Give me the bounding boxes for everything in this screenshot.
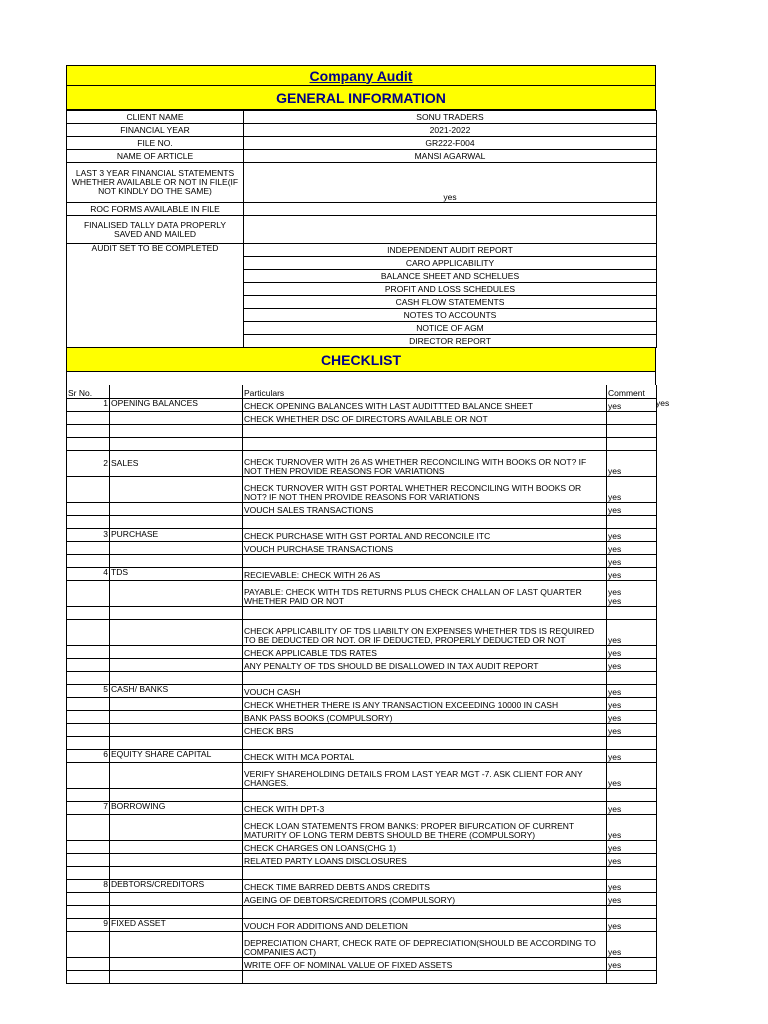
area-cell [110, 788, 243, 801]
sr-no-cell [67, 853, 110, 866]
sr-no-cell [67, 619, 110, 645]
checklist-heading: CHECKLIST [320, 351, 402, 368]
particular-cell: DEPRECIATION CHART, CHECK RATE OF DEPRECIATION(SHOULD BE ACCORDING TO COMPANIES ACT) [243, 931, 607, 957]
particular-cell: VOUCH PURCHASE TRANSACTIONS [243, 541, 607, 554]
sr-no-cell: 7 [67, 801, 110, 814]
area-cell [110, 957, 243, 970]
audit-item[interactable]: INDEPENDENT AUDIT REPORT [244, 244, 657, 257]
comment-cell[interactable] [607, 424, 657, 437]
article-label: NAME OF ARTICLE [67, 150, 244, 163]
particular-cell [243, 515, 607, 528]
blank-cell [67, 296, 244, 309]
sr-no-cell [67, 970, 110, 983]
particular-cell: CHECK WHETHER THERE IS ANY TRANSACTION EXCEEDING 10000 IN CASH [243, 697, 607, 710]
particular-cell: CHECK TIME BARRED DEBTS ANDS CREDITS [243, 879, 607, 892]
comment-cell[interactable]: yes [607, 697, 657, 710]
checklist-row [67, 853, 657, 866]
checklist-row [67, 892, 657, 905]
particular-cell [243, 736, 607, 749]
roc-row [67, 203, 657, 216]
particular-cell: RELATED PARTY LOANS DISCLOSURES [243, 853, 607, 866]
checklist-row [67, 606, 657, 619]
checklist-header-row [67, 385, 657, 398]
comment-cell[interactable]: yes [607, 528, 657, 541]
comment-cell[interactable] [607, 671, 657, 684]
particular-cell: VOUCH FOR ADDITIONS AND DELETION [243, 918, 607, 931]
blank-cell [67, 270, 244, 283]
comment-cell[interactable]: yes [607, 645, 657, 658]
comment-cell[interactable]: yes [607, 684, 657, 697]
checklist-row [67, 541, 657, 554]
sr-no-cell [67, 905, 110, 918]
spacer-row [66, 372, 656, 385]
blank-cell [67, 309, 244, 322]
general-info-band [66, 86, 656, 110]
area-cell [110, 931, 243, 957]
file-no-row [67, 137, 657, 150]
particular-cell: CHECK APPLICABLE TDS RATES [243, 645, 607, 658]
comment-cell[interactable]: yes [607, 476, 657, 502]
particular-cell [243, 437, 607, 450]
checklist-row [67, 879, 657, 892]
area-cell [110, 671, 243, 684]
sr-no-cell [67, 424, 110, 437]
general-info-table [66, 110, 657, 348]
particular-cell: VOUCH SALES TRANSACTIONS [243, 502, 607, 515]
particular-cell [243, 424, 607, 437]
area-cell [110, 541, 243, 554]
sr-no-cell: 9 [67, 918, 110, 931]
particular-cell [243, 671, 607, 684]
particular-cell: CHECK BRS [243, 723, 607, 736]
comment-cell[interactable] [607, 866, 657, 879]
area-cell [110, 476, 243, 502]
area-cell: BORROWING [110, 801, 243, 814]
sr-no-cell [67, 411, 110, 424]
sr-no-cell [67, 892, 110, 905]
audit-set-row [67, 244, 657, 257]
area-cell: TDS [110, 567, 243, 580]
sr-no-cell [67, 502, 110, 515]
comment-cell[interactable]: yes [607, 814, 657, 840]
checklist-row [67, 723, 657, 736]
last3-row [67, 163, 657, 203]
blank-cell [67, 322, 244, 335]
area-cell [110, 554, 243, 567]
particular-cell: BANK PASS BOOKS (COMPULSORY) [243, 710, 607, 723]
area-cell [110, 892, 243, 905]
area-cell [110, 710, 243, 723]
sr-no-cell [67, 840, 110, 853]
particular-cell: CHECK TURNOVER WITH GST PORTAL WHETHER RECONCILING WITH BOOKS OR NOT? IF NOT THEN PROVIDE REASONS FOR VARIATIONS [243, 476, 607, 502]
file-no-value[interactable]: GR222-F004 [244, 137, 657, 150]
particular-cell: CHECK APPLICABILITY OF TDS LIABILTY ON EXPENSES WHETHER TDS IS REQUIRED TO BE DEDUCTED OR NOT. OR IF DEDUCTED, PROPERLY DEDUCTED OR NOT [243, 619, 607, 645]
page-title: Company Audit [309, 67, 413, 84]
client-name-row [67, 111, 657, 124]
sr-no-cell [67, 606, 110, 619]
particular-cell: AGEING OF DEBTORS/CREDITORS (COMPULSORY) [243, 892, 607, 905]
blank-cell [67, 335, 244, 348]
checklist-row [67, 645, 657, 658]
comment-cell[interactable]: yes [607, 801, 657, 814]
area-cell: FIXED ASSET [110, 918, 243, 931]
sr-no-cell [67, 554, 110, 567]
checklist-row [67, 658, 657, 671]
particular-cell: VERIFY SHAREHOLDING DETAILS FROM LAST YEAR MGT -7. ASK CLIENT FOR ANY CHANGES. [243, 762, 607, 788]
comment-cell[interactable] [607, 606, 657, 619]
checklist-row [67, 957, 657, 970]
area-cell [110, 502, 243, 515]
comment-header: Comment [607, 385, 657, 398]
checklist-row [67, 619, 657, 645]
comment-cell[interactable] [607, 736, 657, 749]
comment-cell[interactable]: yes [607, 879, 657, 892]
tally-row [67, 216, 657, 244]
area-cell [110, 424, 243, 437]
checklist-row [67, 502, 657, 515]
particular-cell [243, 905, 607, 918]
checklist-row [67, 528, 657, 541]
comment-cell[interactable]: yes [607, 502, 657, 515]
particular-cell: CHECK TURNOVER WITH 26 AS WHETHER RECONCILING WITH BOOKS OR NOT? IF NOT THEN PROVIDE REASONS FOR VARIATIONS [243, 450, 607, 476]
checklist-row [67, 684, 657, 697]
checklist-row [67, 970, 657, 983]
area-cell [110, 736, 243, 749]
comment-cell[interactable]: yes yes [607, 580, 657, 606]
general-info-heading: GENERAL INFORMATION [276, 89, 446, 106]
comment-cell[interactable]: yes [607, 658, 657, 671]
checklist-row [67, 905, 657, 918]
comment-cell[interactable]: yes [607, 450, 657, 476]
particular-cell: PAYABLE: CHECK WITH TDS RETURNS PLUS CHECK CHALLAN OF LAST QUARTER WHETHER PAID OR NOT [243, 580, 607, 606]
area-header [110, 385, 243, 398]
area-cell [110, 723, 243, 736]
particular-cell [243, 788, 607, 801]
audit-item[interactable]: PROFIT AND LOSS SCHEDULES [244, 283, 657, 296]
roc-label: ROC FORMS AVAILABLE IN FILE [67, 203, 244, 216]
article-row [67, 150, 657, 163]
area-cell [110, 658, 243, 671]
area-cell [110, 762, 243, 788]
sr-no-cell [67, 658, 110, 671]
sr-no-cell [67, 710, 110, 723]
comment-cell[interactable]: yes [607, 554, 657, 567]
comment-cell[interactable] [607, 437, 657, 450]
comment-cell[interactable]: yes [607, 931, 657, 957]
sr-no-cell: 2 [67, 450, 110, 476]
particular-cell: CHECK PURCHASE WITH GST PORTAL AND RECONCILE ITC [243, 528, 607, 541]
particular-cell: RECIEVABLE: CHECK WITH 26 AS [243, 567, 607, 580]
sr-no-cell [67, 437, 110, 450]
blank-cell [67, 257, 244, 270]
roc-value[interactable] [244, 203, 657, 216]
checklist-row [67, 801, 657, 814]
tally-label: FINALISED TALLY DATA PROPERLY SAVED AND MAILED [67, 216, 244, 244]
particular-cell: CHECK LOAN STATEMENTS FROM BANKS: PROPER BIFURCATION OF CURRENT MATURITY OF LONG TERM DEBTS SHOULD BE THERE (COMPULSORY) [243, 814, 607, 840]
particular-cell [243, 970, 607, 983]
checklist-row [67, 580, 657, 606]
sr-no-cell [67, 736, 110, 749]
area-cell [110, 411, 243, 424]
particulars-header: Particulars [243, 385, 607, 398]
area-cell [110, 619, 243, 645]
checklist-row [67, 710, 657, 723]
last3-value[interactable]: yes [244, 163, 657, 203]
title-band [66, 65, 656, 86]
area-cell [110, 814, 243, 840]
audit-sheet [66, 65, 656, 984]
comment-cell[interactable]: yes [607, 541, 657, 554]
checklist-band [66, 348, 656, 372]
sr-no-cell [67, 580, 110, 606]
checklist-table [66, 385, 657, 984]
blank-cell [67, 283, 244, 296]
area-cell [110, 515, 243, 528]
sr-no-cell: 4 [67, 567, 110, 580]
audit-item[interactable]: DIRECTOR REPORT [244, 335, 657, 348]
area-cell [110, 580, 243, 606]
article-value[interactable]: MANSI AGARWAL [244, 150, 657, 163]
checklist-row [67, 918, 657, 931]
comment-cell[interactable]: yes [607, 749, 657, 762]
sr-no-cell [67, 723, 110, 736]
area-cell: EQUITY SHARE CAPITAL [110, 749, 243, 762]
financial-year-value[interactable]: 2021-2022 [244, 124, 657, 137]
sr-no-cell [67, 788, 110, 801]
checklist-row [67, 736, 657, 749]
area-cell: CASH/ BANKS [110, 684, 243, 697]
comment-cell[interactable] [607, 905, 657, 918]
particular-cell: CHECK WITH DPT-3 [243, 801, 607, 814]
area-cell [110, 866, 243, 879]
client-name-label: CLIENT NAME [67, 111, 244, 124]
checklist-row [67, 788, 657, 801]
sr-no-cell: 1 [67, 398, 110, 411]
comment-cell[interactable] [607, 515, 657, 528]
tally-value[interactable] [244, 216, 657, 244]
particular-cell [243, 866, 607, 879]
last3-label: LAST 3 YEAR FINANCIAL STATEMENTS WHETHER AVAILABLE OR NOT IN FILE(IF NOT KINDLY DO THE SAME) [67, 163, 244, 203]
audit-item[interactable]: CARO APPLICABILITY [244, 257, 657, 270]
checklist-row [67, 567, 657, 580]
sr-no-cell [67, 814, 110, 840]
checklist-row [67, 450, 657, 476]
checklist-row [67, 814, 657, 840]
audit-item[interactable]: NOTICE OF AGM [244, 322, 657, 335]
checklist-row [67, 554, 657, 567]
comment-cell[interactable]: yes [607, 892, 657, 905]
audit-set-label: AUDIT SET TO BE COMPLETED [67, 244, 244, 257]
particular-cell: CHECK CHARGES ON LOANS(CHG 1) [243, 840, 607, 853]
checklist-row [67, 749, 657, 762]
sr-no-cell [67, 931, 110, 957]
comment-cell[interactable] [607, 970, 657, 983]
checklist-row [67, 476, 657, 502]
checklist-row [67, 424, 657, 437]
financial-year-label: FINANCIAL YEAR [67, 124, 244, 137]
particular-cell [243, 606, 607, 619]
comment-cell[interactable]: yes [607, 619, 657, 645]
area-cell: OPENING BALANCES [110, 398, 243, 411]
sr-no-cell [67, 476, 110, 502]
overflow-comment[interactable]: yes [656, 398, 670, 408]
comment-cell[interactable]: yes [607, 762, 657, 788]
comment-cell[interactable]: yes [607, 918, 657, 931]
area-cell: PURCHASE [110, 528, 243, 541]
audit-item[interactable]: CASH FLOW STATEMENTS [244, 296, 657, 309]
sr-no-cell [67, 671, 110, 684]
area-cell: DEBTORS/CREDITORS [110, 879, 243, 892]
client-name-value[interactable]: SONU TRADERS [244, 111, 657, 124]
particular-cell: WRITE OFF OF NOMINAL VALUE OF FIXED ASSETS [243, 957, 607, 970]
area-cell [110, 970, 243, 983]
particular-cell: CHECK WHETHER DSC OF DIRECTORS AVAILABLE OR NOT [243, 411, 607, 424]
area-cell [110, 645, 243, 658]
checklist-row [67, 866, 657, 879]
comment-cell[interactable]: yes [607, 710, 657, 723]
sr-no-cell: 3 [67, 528, 110, 541]
particular-cell: VOUCH CASH [243, 684, 607, 697]
sr-no-cell [67, 762, 110, 788]
particular-cell: ANY PENALTY OF TDS SHOULD BE DISALLOWED IN TAX AUDIT REPORT [243, 658, 607, 671]
area-cell [110, 437, 243, 450]
sr-header: Sr No. [67, 385, 110, 398]
comment-cell[interactable]: yes [607, 853, 657, 866]
particular-cell: CHECK OPENING BALANCES WITH LAST AUDITTTED BALANCE SHEET [243, 398, 607, 411]
checklist-row [67, 411, 657, 424]
comment-cell[interactable]: yes [607, 723, 657, 736]
checklist-row [67, 697, 657, 710]
checklist-row [67, 398, 657, 411]
financial-year-row [67, 124, 657, 137]
area-cell [110, 853, 243, 866]
comment-cell[interactable] [607, 411, 657, 424]
area-cell [110, 840, 243, 853]
area-cell [110, 697, 243, 710]
sr-no-cell [67, 515, 110, 528]
area-cell: SALES [110, 450, 243, 476]
area-cell [110, 905, 243, 918]
sr-no-cell [67, 541, 110, 554]
comment-cell[interactable]: yes [607, 567, 657, 580]
comment-cell[interactable] [607, 788, 657, 801]
comment-cell[interactable]: yes [607, 840, 657, 853]
sr-no-cell: 6 [67, 749, 110, 762]
audit-item[interactable]: NOTES TO ACCOUNTS [244, 309, 657, 322]
checklist-row [67, 515, 657, 528]
sr-no-cell [67, 866, 110, 879]
file-no-label: FILE NO. [67, 137, 244, 150]
checklist-row [67, 762, 657, 788]
particular-cell: CHECK WITH MCA PORTAL [243, 749, 607, 762]
sr-no-cell: 5 [67, 684, 110, 697]
particular-cell [243, 554, 607, 567]
checklist-row [67, 437, 657, 450]
sr-no-cell [67, 645, 110, 658]
area-cell [110, 606, 243, 619]
sr-no-cell [67, 957, 110, 970]
audit-item[interactable]: BALANCE SHEET AND SCHELUES [244, 270, 657, 283]
comment-cell[interactable]: yes [607, 398, 657, 411]
comment-cell[interactable]: yes [607, 957, 657, 970]
sr-no-cell [67, 697, 110, 710]
checklist-row [67, 931, 657, 957]
checklist-row [67, 671, 657, 684]
checklist-row [67, 840, 657, 853]
sr-no-cell: 8 [67, 879, 110, 892]
